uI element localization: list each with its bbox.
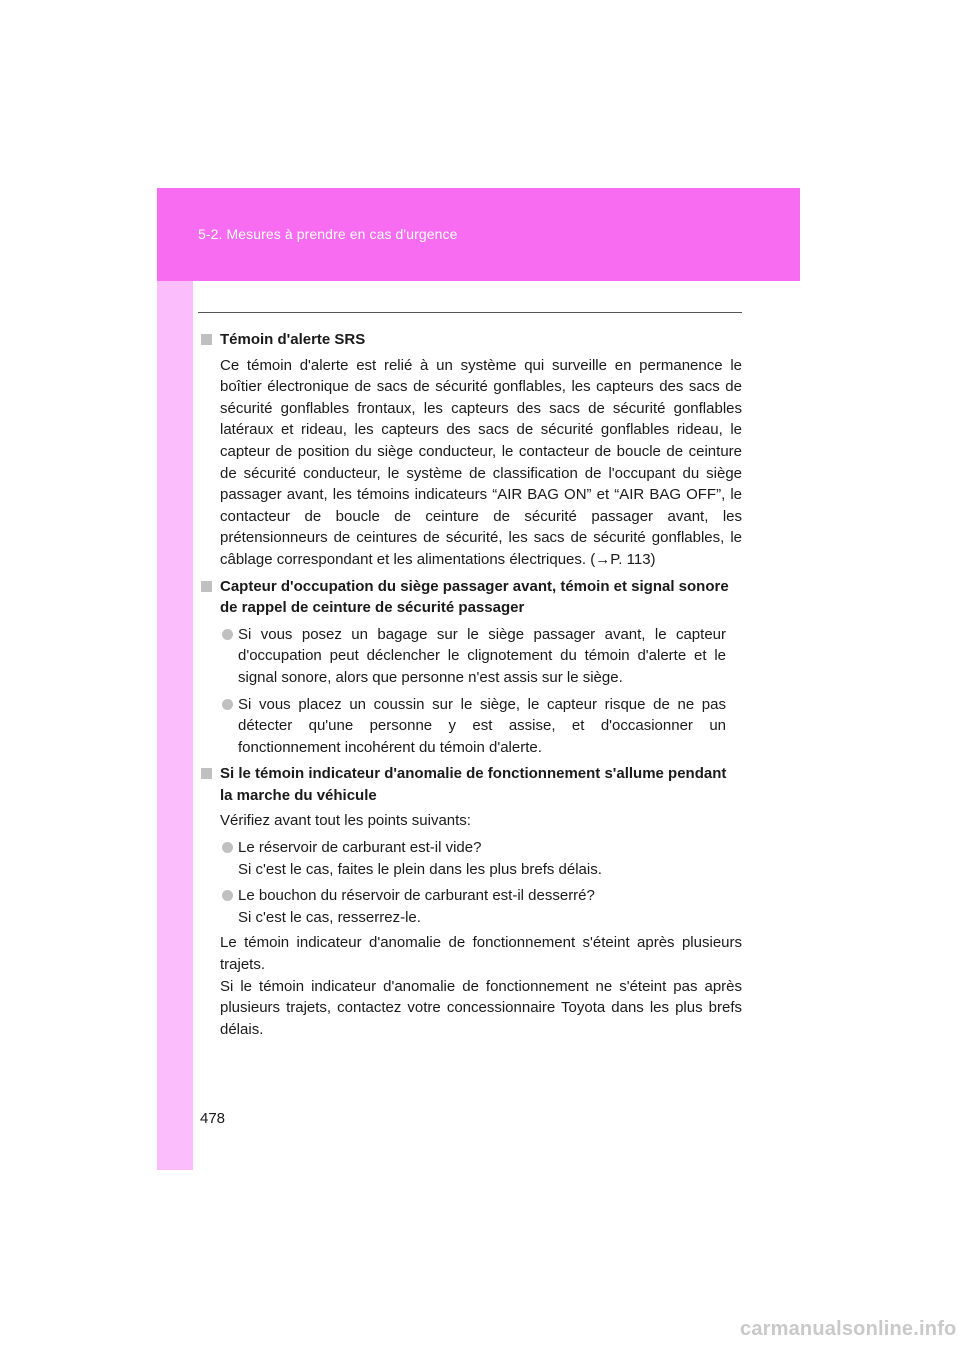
list-item: Si vous placez un coussin sur le siège, le capteur risque de ne pas détecter qu'une personne y est assise, et d'occasionner un fonctionnement incohérent du témoin d'alerte. <box>198 694 742 759</box>
page-content <box>198 329 742 1045</box>
section-heading: Capteur d'occupation du siège passager avant, témoin et signal sonore de rappel de ceinture de sécurité passager <box>198 576 742 619</box>
page-number: 478 <box>200 1110 226 1127</box>
top-rule <box>198 312 742 313</box>
round-bullet-icon <box>222 699 233 710</box>
list-item: Le bouchon du réservoir de carburant est-il desserré? Si c'est le cas, resserrez-le. <box>198 885 742 928</box>
round-bullet-icon <box>222 890 233 901</box>
square-bullet-icon <box>201 768 212 779</box>
watermark: carmanualsonline.info <box>740 1318 957 1340</box>
square-bullet-icon <box>201 334 212 345</box>
round-bullet-icon <box>222 842 233 853</box>
section-heading: Témoin d'alerte SRS <box>198 329 742 351</box>
list-item: Le réservoir de carburant est-il vide? Si c'est le cas, faites le plein dans les plus brefs délais. <box>198 837 742 880</box>
section-body: Ce témoin d'alerte est relié à un système qui surveille en permanence le boîtier électronique de sacs de sécurité gonflables, les capteurs des sacs de sécurité gonflables frontaux, les capteurs des sacs de sécurité gonflables latéraux et rideau, les capteurs des sacs de sécurité gonflables rideau, le capteur de position du siège conducteur, le contacteur de boucle de ceinture de sécurité conducteur, le système de classification de l'occupant du siège passager avant, les témoins indicateurs “AIR BAG ON” et “AIR BAG OFF”, le contacteur de boucle de ceinture de sécurité passager avant, les prétensionneurs de ceintures de sécurité, les sacs de sécurité gonflables, le câblage correspondant et les alimentations électriques. (→P. 113) <box>220 356 742 568</box>
section-intro: Vérifiez avant tout les points suivants: <box>220 812 471 830</box>
section-malfunction-indicator <box>198 763 742 1040</box>
section-outro: Le témoin indicateur d'anomalie de fonctionnement s'éteint après plusieurs trajets. Si le témoin indicateur d'anomalie de fonctionnement ne s'éteint pas après plusieurs trajets, contactez votre concessionnaire Toyota dans les plus brefs délais. <box>220 934 742 1038</box>
round-bullet-icon <box>222 629 233 640</box>
section-header: 5-2. Mesures à prendre en cas d'urgence <box>198 226 458 242</box>
square-bullet-icon <box>201 581 212 592</box>
section-srs <box>198 329 742 571</box>
section-heading: Si le témoin indicateur d'anomalie de fonctionnement s'allume pendant la marche du véhicule <box>198 763 742 806</box>
list-item: Si vous posez un bagage sur le siège passager avant, le capteur d'occupation peut déclencher le clignotement du témoin d'alerte et le signal sonore, alors que personne n'est assis sur le siège. <box>198 624 742 689</box>
section-occupant-sensor <box>198 576 742 759</box>
